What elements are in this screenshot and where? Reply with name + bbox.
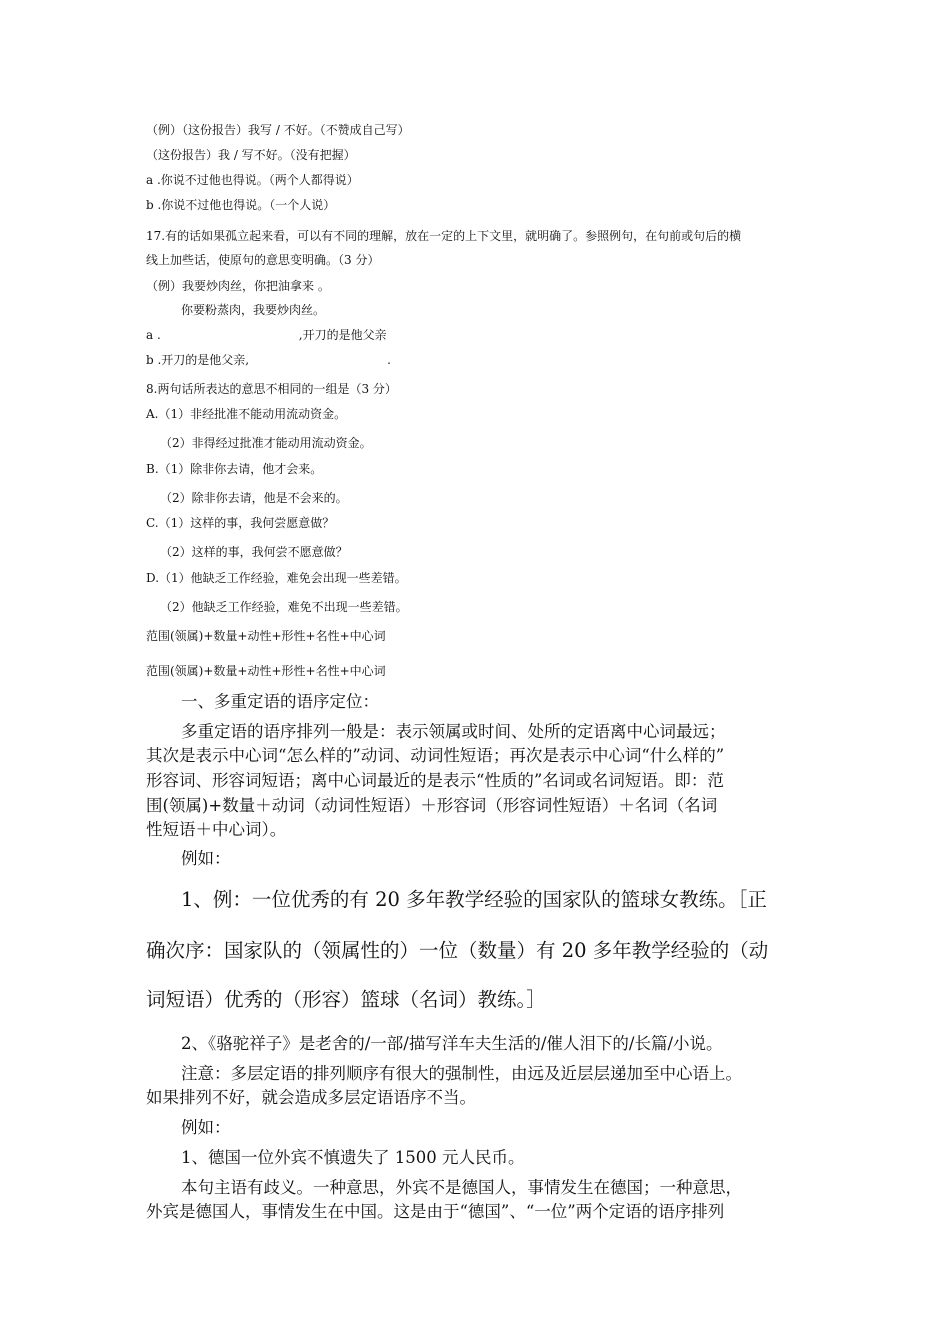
example-label: 例如： [181, 849, 231, 868]
question-17-item-b [146, 354, 391, 366]
paragraph-1-line-4: 围(领属)+数量＋动词（动词性短语）＋形容词（形容词性短语）＋名词（名词 [146, 796, 718, 815]
question-8-option-c-2: （2）这样的事，我何尝不愿意做？ [160, 545, 348, 559]
question-17-example-line-1: （例）我要炒肉丝，你把油拿来 。 [146, 279, 330, 293]
example-1-line-2: 确次序：国家队的（领属性的）一位（数量）有 20 多年教学经验的（动 [146, 939, 769, 962]
question-17-item-b-prefix: b .开刀的是他父亲, [146, 353, 250, 367]
question-8-option-d-2: （2）他缺乏工作经验，难免不出现一些差错。 [160, 600, 408, 614]
question-8-option-a-1: A.（1）非经批准不能动用流动资金。 [146, 407, 347, 421]
example-1-line-3: 词短语）优秀的（形容）篮球（名词）教练。］ [146, 988, 546, 1011]
question-17-item-a [146, 329, 387, 341]
question-17-item-a-suffix: ,开刀的是他父亲 [298, 328, 387, 342]
paragraph-1-line-3: 形容词、形容词短语；离中心词最近的是表示“性质的”名词或名词短语。即：范 [146, 771, 724, 790]
question-8-stem: 8.两句话所表达的意思不相同的一组是（3 分） [146, 382, 397, 396]
example-label-2: 例如： [181, 1118, 231, 1137]
example-1-line-1: 1、例：一位优秀的有 20 多年教学经验的国家队的篮球女教练。［正 [181, 888, 767, 911]
paragraph-1-line-2: 其次是表示中心词“怎么样的”动词、动词性短语；再次是表示中心词“什么样的” [146, 746, 725, 765]
example-3: 1、德国一位外宾不慎遗失了 1500 元人民币。 [181, 1148, 525, 1167]
example-2: 2、《骆驼祥子》是老舍的/一部/描写洋车夫生活的/催人泪下的/长篇/小说。 [181, 1034, 723, 1053]
question-8-option-b-2: （2）除非你去请，他是不会来的。 [160, 491, 348, 505]
example-line-a: a .你说不过他也得说。（两个人都得说） [146, 173, 359, 187]
question-17-item-a-prefix: a . [146, 328, 161, 342]
section-heading: 一、多重定语的语序定位： [181, 692, 379, 711]
example-line-b: b .你说不过他也得说。（一个人说） [146, 198, 336, 212]
question-17-stem-line-1: 17.有的话如果孤立起来看，可以有不同的理解，放在一定的上下文里，就明确了。参照例句，在句前或句后的横 [146, 229, 742, 243]
question-17-item-b-suffix: . [387, 353, 391, 367]
note-line-1: 注意：多层定语的排列顺序有很大的强制性，由远及近层层递加至中心语上。 [181, 1064, 742, 1083]
question-8-option-a-2: （2）非得经过批准才能动用流动资金。 [160, 436, 372, 450]
question-17-stem-line-2: 线上加些话，使原句的意思变明确。（3 分） [146, 253, 380, 267]
note-line-2: 如果排列不好，就会造成多层定语语序不当。 [146, 1088, 476, 1107]
explanation-line-1: 本句主语有歧义。一种意思，外宾不是德国人，事情发生在德国；一种意思， [181, 1178, 742, 1197]
paragraph-1-line-1: 多重定语的语序排列一般是：表示领属或时间、处所的定语离中心词最远； [181, 722, 726, 741]
example-line-2: （这份报告）我 / 写不好。（没有把握） [146, 148, 356, 162]
paragraph-1-line-5: 性短语＋中心词）。 [146, 820, 287, 839]
question-17-example-line-2: 你要粉蒸肉，我要炒肉丝。 [181, 303, 326, 317]
question-8-option-c-1: C.（1）这样的事，我何尝愿意做？ [146, 516, 335, 530]
question-8-option-d-1: D.（1）他缺乏工作经验，难免会出现一些差错。 [146, 571, 407, 585]
question-8-option-b-1: B.（1）除非你去请，他才会来。 [146, 462, 323, 476]
formula-line-1: 范围(领属)+数量+动性+形性+名性+中心词 [146, 629, 386, 643]
explanation-line-2: 外宾是德国人，事情发生在中国。这是由于“德国”、“一位”两个定语的语序排列 [146, 1202, 725, 1221]
example-line-1: （例）（这份报告）我写 / 不好。（不赞成自己写） [146, 123, 410, 137]
formula-line-2: 范围(领属)+数量+动性+形性+名性+中心词 [146, 664, 386, 678]
